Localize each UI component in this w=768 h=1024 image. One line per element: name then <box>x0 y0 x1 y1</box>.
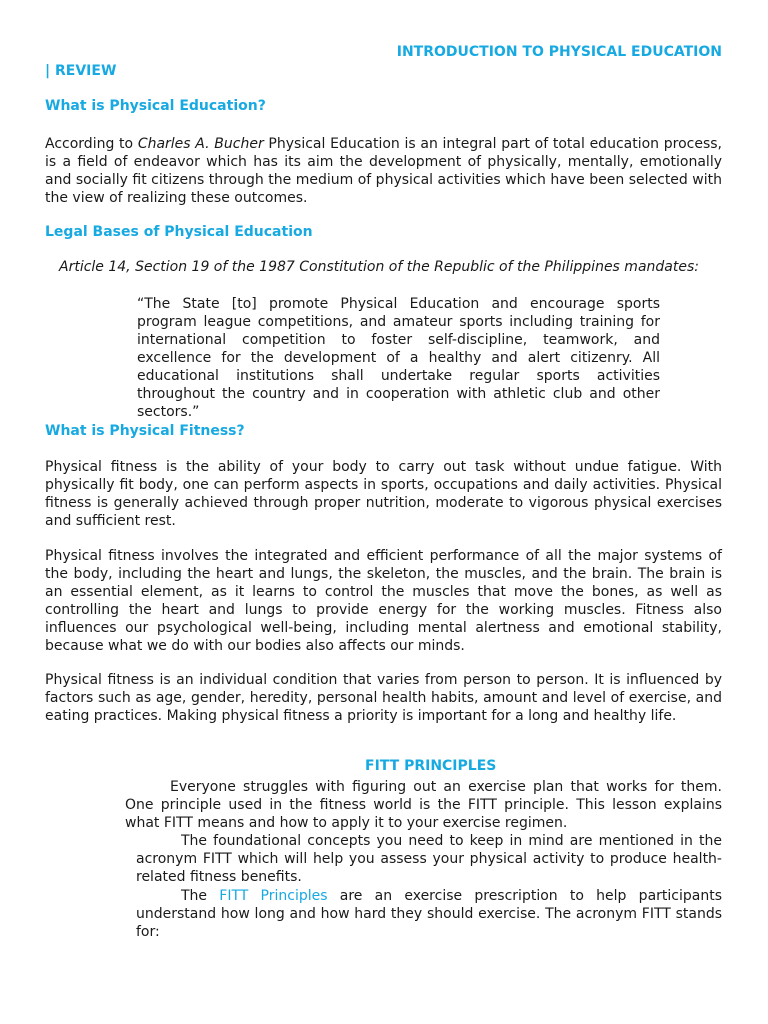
review-label: | REVIEW <box>45 63 117 79</box>
constitution-quote: “The State [to] promote Physical Education and encourage sports program league competitions, and amateur sports including training for international competition to foster self-discipline, teamwork, and excellence for the development of a healthy and alert citizenry. All educational institutions shall undertake regular sports activities throughout the country and in cooperation with athletic club and other sectors.” <box>137 296 660 420</box>
document-header-title: INTRODUCTION TO PHYSICAL EDUCATION <box>396 44 722 60</box>
paragraph-fitness-systems: Physical fitness involves the integrated and efficient performance of all the major systems of the body, including the heart and lungs, the skeleton, the muscles, and the brain. The brain is an essential element, as it learns to control the muscles that move the bones, as well as controlling the heart and lungs to provide energy for the working muscles. Fitness also influences our psychological well-being, including mental alertness and emotional stability, because what we do with our bodies also affects our minds. <box>45 548 722 654</box>
fitt-p3-prefix: The <box>181 888 220 904</box>
pe-definition-body: Physical Education is an integral part of total education process, is a field of endeavor which has its aim the development of physically, mentally, emotionally and socially fit citizens through the medium of physical activities which have been selected with the view of realizing these outcomes. <box>45 136 722 206</box>
paragraph-fitt-prescription <box>136 887 722 941</box>
article-citation: Article 14, Section 19 of the 1987 Constitution of the Republic of the Philippines mandates: <box>59 259 699 275</box>
pe-intro-prefix: According to <box>45 136 138 152</box>
heading-what-is-pe: What is Physical Education? <box>45 98 266 114</box>
heading-what-is-fitness: What is Physical Fitness? <box>45 423 245 439</box>
paragraph-fitness-individual: Physical fitness is an individual condition that varies from person to person. It is influenced by factors such as age, gender, heredity, personal health habits, amount and level of exercise, and eating practices. Making physical fitness a priority is important for a long and healthy life. <box>45 672 722 724</box>
paragraph-fitt-intro: Everyone struggles with figuring out an exercise plan that works for them. One principle used in the fitness world is the FITT principle. This lesson explains what FITT means and how to apply it to your exercise regimen. <box>125 779 722 831</box>
paragraph-pe-definition <box>45 135 722 207</box>
paragraph-fitt-concepts: The foundational concepts you need to keep in mind are mentioned in the acronym FITT which will help you assess your physical activity to produce health-related fitness benefits. <box>136 833 722 885</box>
author-name: Charles A. Bucher <box>137 136 264 152</box>
heading-fitt-principles: FITT PRINCIPLES <box>365 758 497 774</box>
paragraph-fitness-definition: Physical fitness is the ability of your body to carry out task without undue fatigue. With physically fit body, one can perform aspects in sports, occupations and daily activities. Physical fitness is generally achieved through proper nutrition, moderate to vigorous physical exercises and sufficient rest. <box>45 459 722 529</box>
fitt-principles-link[interactable]: FITT Principles <box>219 888 328 904</box>
fitt-p3-suffix: are an exercise prescription to help participants understand how long and how hard they should exercise. The acronym FITT stands for: <box>136 888 722 940</box>
heading-legal-bases: Legal Bases of Physical Education <box>45 224 313 240</box>
